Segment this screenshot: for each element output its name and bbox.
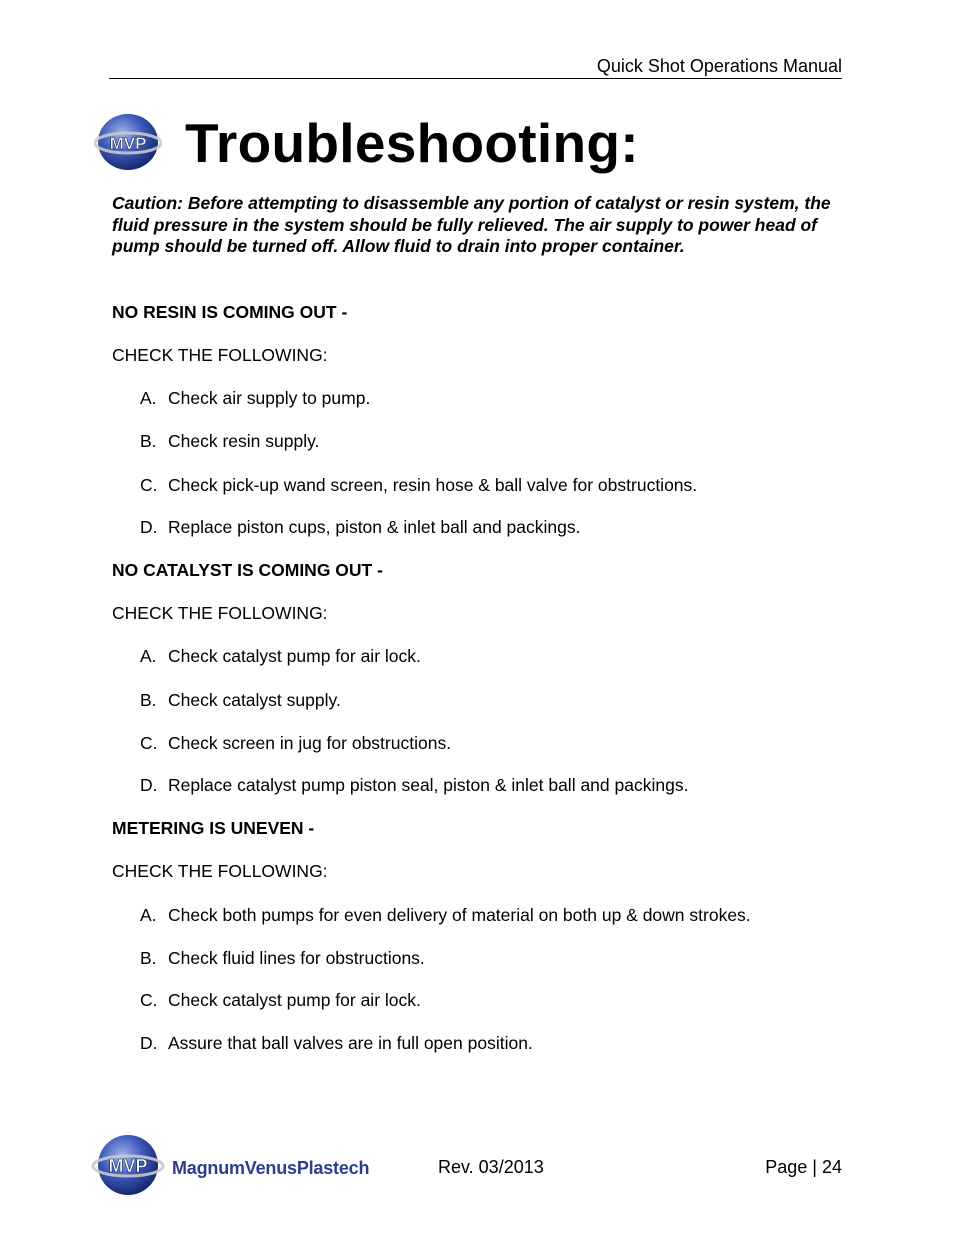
item-letter: C. bbox=[140, 990, 158, 1010]
item-text: Check screen in jug for obstructions. bbox=[168, 733, 452, 753]
check-label: CHECK THE FOLLOWING: bbox=[112, 861, 328, 881]
caution-block bbox=[112, 193, 842, 258]
list-item bbox=[140, 904, 751, 926]
caution-text: Caution: Before attempting to disassemble any portion of catalyst or resin system, the fluid pressure in the system should be fully relieved. The air supply to power head of pump should be turned off. Allow fluid to drain into proper container. bbox=[112, 193, 831, 256]
list-item bbox=[140, 689, 341, 711]
item-text: Check catalyst pump for air lock. bbox=[168, 990, 421, 1010]
item-text: Check catalyst pump for air lock. bbox=[168, 646, 421, 666]
header-divider bbox=[109, 78, 842, 79]
page-number: Page | 24 bbox=[765, 1157, 842, 1177]
list-item bbox=[140, 430, 319, 452]
list-item bbox=[140, 387, 370, 409]
item-letter: D. bbox=[140, 1033, 158, 1053]
item-letter: D. bbox=[140, 775, 158, 795]
brand-name: MagnumVenusPlastech bbox=[172, 1158, 370, 1178]
item-letter: A. bbox=[140, 905, 157, 925]
item-text: Check air supply to pump. bbox=[168, 388, 371, 408]
item-letter: D. bbox=[140, 517, 158, 537]
item-letter: C. bbox=[140, 733, 158, 753]
list-item bbox=[140, 774, 688, 796]
item-text: Check catalyst supply. bbox=[168, 690, 341, 710]
section-heading: METERING IS UNEVEN - bbox=[112, 818, 315, 838]
section-heading: NO RESIN IS COMING OUT - bbox=[112, 302, 348, 322]
section-no-resin bbox=[112, 301, 842, 537]
list-item bbox=[140, 947, 425, 969]
page-title: Troubleshooting: bbox=[185, 112, 639, 174]
section-metering-uneven bbox=[112, 817, 842, 1053]
list-item bbox=[140, 645, 421, 667]
footer-badge-text: MVP bbox=[108, 1156, 148, 1176]
footer-brand-logo bbox=[90, 1131, 390, 1201]
item-text: Replace piston cups, piston & inlet ball and packings. bbox=[168, 517, 581, 537]
list-item bbox=[140, 989, 421, 1011]
item-text: Check fluid lines for obstructions. bbox=[168, 948, 425, 968]
item-letter: B. bbox=[140, 431, 157, 451]
item-letter: A. bbox=[140, 388, 157, 408]
list-item bbox=[140, 474, 697, 496]
section-heading: NO CATALYST IS COMING OUT - bbox=[112, 560, 383, 580]
section-no-catalyst bbox=[112, 559, 842, 795]
list-item bbox=[140, 516, 580, 538]
item-text: Check pick-up wand screen, resin hose & ball valve for obstructions. bbox=[168, 475, 698, 495]
item-text: Check both pumps for even delivery of material on both up & down strokes. bbox=[168, 905, 751, 925]
item-text: Replace catalyst pump piston seal, piston & inlet ball and packings. bbox=[168, 775, 689, 795]
item-text: Check resin supply. bbox=[168, 431, 320, 451]
check-label: CHECK THE FOLLOWING: bbox=[112, 603, 328, 623]
manual-title: Quick Shot Operations Manual bbox=[596, 56, 842, 76]
list-item bbox=[140, 732, 451, 754]
item-letter: A. bbox=[140, 646, 157, 666]
item-letter: B. bbox=[140, 690, 157, 710]
footer-globe-icon bbox=[90, 1133, 170, 1199]
item-text: Assure that ball valves are in full open position. bbox=[168, 1033, 533, 1053]
check-label: CHECK THE FOLLOWING: bbox=[112, 345, 328, 365]
logo-badge-text: MVP bbox=[109, 134, 147, 153]
mvp-globe-logo-icon bbox=[94, 112, 162, 172]
revision-date: Rev. 03/2013 bbox=[438, 1157, 544, 1177]
list-item bbox=[140, 1032, 533, 1054]
item-letter: C. bbox=[140, 475, 158, 495]
item-letter: B. bbox=[140, 948, 157, 968]
